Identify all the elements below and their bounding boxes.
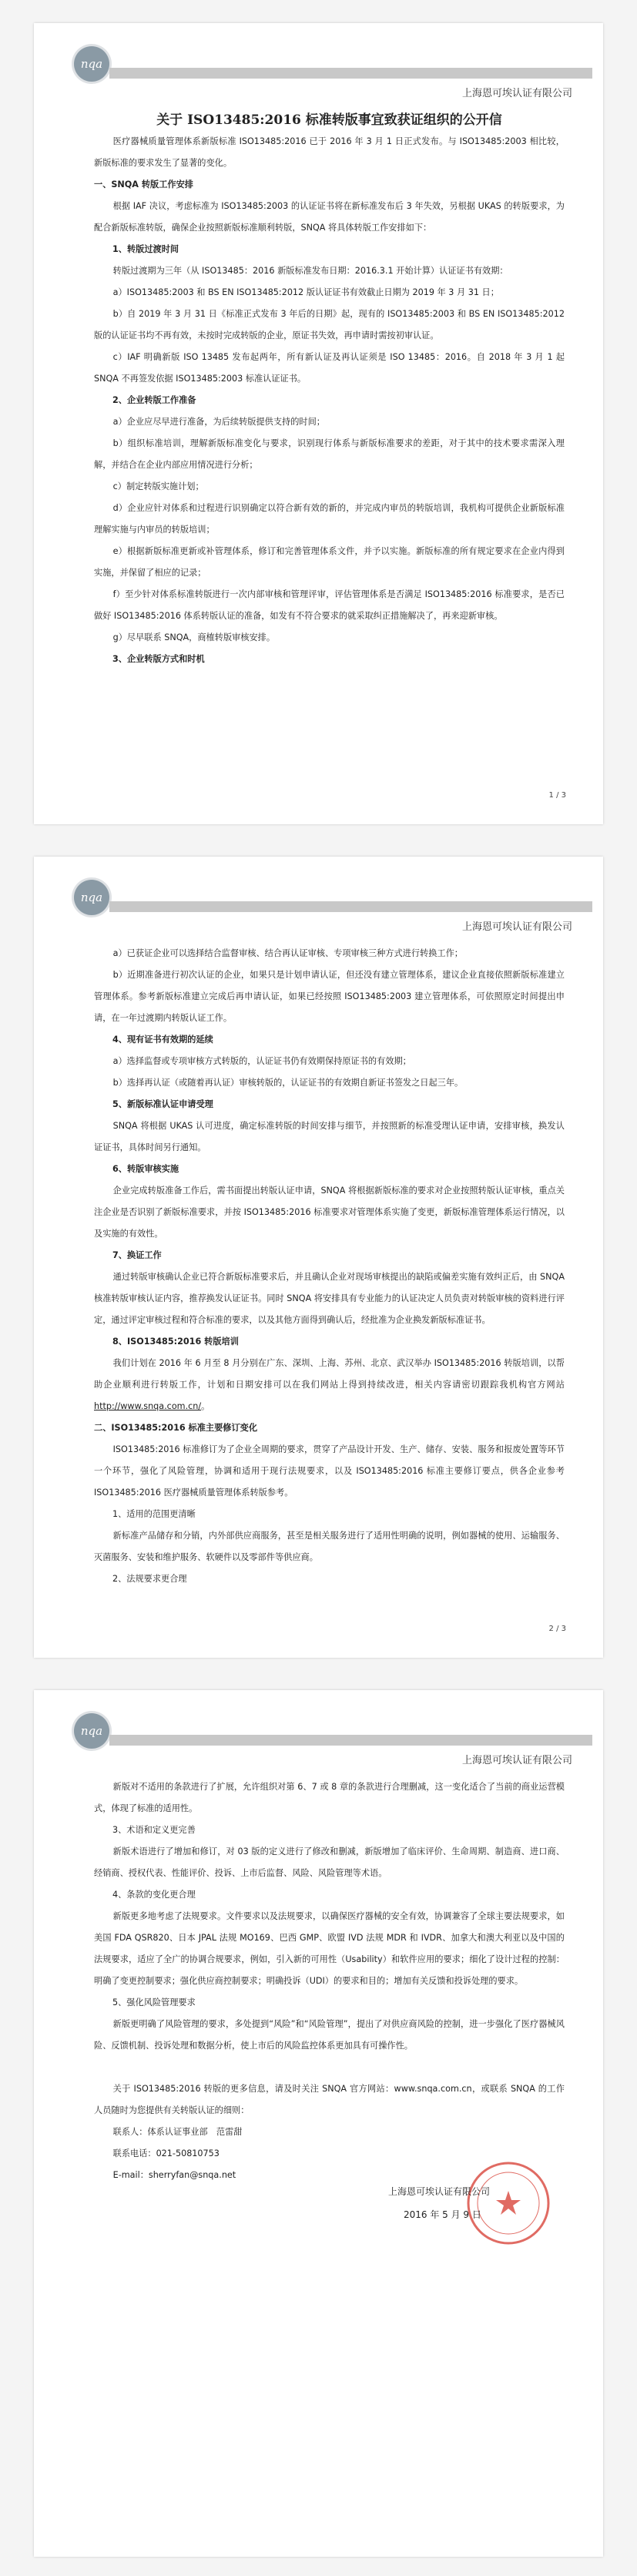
company-logo: nqa (74, 880, 109, 915)
subsection-1-item-b: b）自 2019 年 3 月 31 日《标准正式发布 3 年后的日期》起，现有的 ISO13485:2003 和 BS EN ISO13485:2012 版的认证证书均不再有效，未按时完成转版的企业，原证书失效，再申请时需按初审认证。 (94, 309, 565, 340)
page-3-body (94, 1776, 565, 2186)
company-logo: nqa (74, 46, 109, 82)
training-text: 我们计划在 2016 年 6 月至 8 月分别在广东、深圳、上海、苏州、北京、武汉举办 ISO13485:2016 转版培训，以帮助企业顺利进行转版工作，计划和日期安排可以在我们网站上得到持续改进，相关内容请密切跟踪我机构官方网站 (94, 1358, 565, 1390)
page-header (34, 1690, 603, 1749)
subsection-2-item-c: c）制定转版实施计划； (112, 481, 204, 491)
subsection-1-item-c: c）IAF 明确新版 ISO 13485 发布起两年，所有新认证及再认证须是 ISO 13485：2016。自 2018 年 3 月 1 起 SNQA 不再签发依据 ISO13485:2003 标准认证证书。 (94, 352, 565, 384)
change-3-paragraph: 新版术语进行了增加和修订，对 03 版的定义进行了修改和删减，新版增加了临床评价、生命周期、制造商、进口商、经销商、授权代表、性能评价、投诉、上市后监督、风险、风险管理等术语。 (94, 1846, 565, 1878)
change-1-heading: 1、适用的范围更清晰 (112, 1509, 196, 1519)
change-5-paragraph: 新版更明确了风险管理的要求，多处提到“风险”和“风险管理”，提出了对供应商风险的控制，进一步强化了医疗器械风险、反馈机制、投诉处理和数据分析，使上市后的风险监控体系更加具有可操作性。 (94, 2019, 565, 2051)
subsection-2-item-e: e）根据新版标准更新或补管理体系，修订和完善管理体系文件，并予以实施。新版标准的所有规定要求在企业内得到实施，并保留了相应的记录； (94, 546, 565, 578)
contact-intro: 关于 ISO13485:2016 转版的更多信息，请及时关注 SNQA 官方网站：www.snqa.com.cn，或联系 SNQA 的工作人员随时为您提供有关转版认证的细则： (94, 2084, 565, 2115)
subsection-4-item-a: a）选择监督或专项审核方式转版的，认证证书仍有效期保持原证书的有效期； (112, 1056, 411, 1066)
header-bar (109, 901, 592, 912)
change-2-heading: 2、法规要求更合理 (112, 1574, 187, 1584)
change-1-paragraph: 新标准产品储存和分销，内外部供应商服务，甚至是相关服务进行了适用性明确的说明，例如器械的使用、运输服务、灭菌服务、安装和维护服务、软硬件以及零部件等供应商。 (94, 1531, 565, 1562)
subsection-8-heading: 8、ISO13485:2016 转版培训 (112, 1337, 239, 1347)
signature-date: 2016 年 5 月 9 日 (404, 2209, 481, 2220)
header-bar (109, 1735, 592, 1746)
training-text-end: 。 (201, 1401, 210, 1411)
subsection-2-item-b: b）组织标准培训，理解新版标准变化与要求，识别现行体系与新版标准要求的差距，对于其中的技术要求需深入理解，并结合在企业内部应用情况进行分析； (94, 438, 565, 470)
page-number: 1 / 3 (548, 791, 566, 800)
change-4-paragraph: 新版更多地考虑了法规要求。文件要求以及法规要求，以确保医疗器械的安全有效，协调兼容了全球主要法规要求，如美国 FDA QSR820、日本 JPAL 法规 MO169、巴西 GMP、欧盟 IVD 法规 MDR 和 IVDR、加拿大和澳大利亚以及中国的法规要求，适应了全广的协调合规要求，例如，引入新的可用性（Usability）和软件应用的要求；细化了设计过程的控制：明确了变更控制要求；强化供应商控制要求；明确投诉（UDI）的要求和目的；增加有关反馈和投诉处理的要求。 (94, 1911, 565, 1986)
subsection-1-item-a: a）ISO13485:2003 和 BS EN ISO13485:2012 版认证证书有效截止日期为 2019 年 3 月 31 日； (112, 287, 499, 297)
section-2-heading: 二、ISO13485:2016 标准主要修订变化 (94, 1423, 258, 1433)
subsection-1-heading: 1、转版过渡时间 (112, 244, 179, 254)
header-bar (109, 68, 592, 79)
document-page-3 (34, 1690, 603, 2557)
page-header (34, 857, 603, 915)
website-link[interactable]: http://www.snqa.com.cn/ (94, 1401, 202, 1411)
subsection-7-paragraph: 通过转版审核确认企业已符合新版标准要求后，并且确认企业对现场审核提出的缺陷或偏差实施有效纠正后，由 SNQA 核准转版审核认证内容，推荐换发认证证书。同时 SNQA 将安排具有专业能力的认证决定人员负责对转版审核的资料进行评定，通过评定审核过程和符合标准的要求，以及其他方面得到确认后，经批准为企业换发新版标准证书。 (94, 1272, 565, 1325)
subsection-3-item-b: b）近期准备进行初次认证的企业，如果只是计划申请认证，但还没有建立管理体系，建议企业直接依照新版标准建立管理体系。参考新版标准建立完成后再申请认证，如果已经按照 ISO13485:2003 建立管理体系，可依照原定时间提出申请，在一年过渡期内转版认证工作。 (94, 970, 565, 1023)
subsection-4-heading: 4、现有证书有效期的延续 (112, 1035, 213, 1045)
contact-phone: 联系电话：021-50810753 (112, 2148, 220, 2158)
signature-block (388, 2180, 490, 2226)
change-5-heading: 5、强化风险管理要求 (112, 1997, 196, 2007)
page-1-body (94, 109, 565, 670)
section-1-paragraph: 根据 IAF 决议，考虑标准为 ISO13485:2003 的认证证书将在新标准发布后 3 年失效，另根据 UKAS 的转版要求，为配合新版标准转版，确保企业按照新版标准顺利转版，SNQA 将具体转版工作安排如下： (94, 201, 565, 233)
section-2-paragraph: ISO13485:2016 标准修订为了企业全周期的要求，贯穿了产品设计开发、生产、储存、安装、服务和报废处置等环节一个环节，强化了风险管理，协调和适用于现行法规要求，以及 ISO13485:2016 标准主要修订要点，供各企业参考 ISO13485:2016 医疗器械质量管理体系转版参考。 (94, 1444, 565, 1498)
document-title: 关于 ISO13485:2016 标准转版事宜致获证组织的公开信 (156, 112, 502, 128)
subsection-4-item-b: b）选择再认证（或随着再认证）审核转版的，认证证书的有效期自新证书签发之日起三年。 (112, 1078, 464, 1088)
header-company-name: 上海恩可埃认证有限公司 (461, 88, 572, 99)
page-number: 2 / 3 (548, 1625, 566, 1633)
subsection-2-item-f: f）至少针对体系标准转版进行一次内部审核和管理评审，评估管理体系是否满足 ISO13485:2016 标准要求，是否已做好 ISO13485:2016 体系转版认证的准备，如发有不符合要求的就采取纠正措施解决了，再来迎新审核。 (94, 589, 565, 621)
subsection-7-heading: 7、换证工作 (112, 1250, 162, 1260)
section-1-heading: 一、SNQA 转版工作安排 (94, 179, 193, 190)
subsection-8-paragraph (94, 1353, 565, 1417)
intro-paragraph: 医疗器械质量管理体系新版标准 ISO13485:2016 已于 2016 年 3 月 1 日正式发布。与 ISO13485:2003 相比较，新版标准的要求发生了显著的变化。 (94, 136, 565, 168)
subsection-2-item-a: a）企业应尽早进行准备，为后续转版提供支持的时间； (112, 417, 325, 427)
signature-company: 上海恩可埃认证有限公司 (388, 2186, 491, 2197)
subsection-2-item-d: d）企业应针对体系和过程进行识别确定以符合新有效的新的，并完成内审员的转版培训，我机构可提供企业新版标准理解实施与内审员的转版培训； (94, 503, 565, 535)
spacer (94, 2057, 565, 2078)
company-logo: nqa (74, 1713, 109, 1749)
header-company-name: 上海恩可埃认证有限公司 (461, 1755, 572, 1766)
subsection-5-heading: 5、新版标准认证申请受理 (112, 1099, 213, 1109)
subsection-6-paragraph: 企业完成转版准备工作后，需书面提出转版认证申请，SNQA 将根据新版标准的要求对企业按照转版认证审核，重点关注企业是否识别了新版标准要求，并按 ISO13485:2016 标准要求对管理体系实施了变更，新版标准管理体系运行情况，以及实施的有效性。 (94, 1186, 565, 1239)
change-2-paragraph: 新版对不适用的条款进行了扩展，允许组织对第 6、7 或 8 章的条款进行合理删减，这一变化适合了当前的商业运营模式，体现了标准的适用性。 (94, 1782, 565, 1813)
contact-person: 联系人：体系认证事业部 范雷甜 (112, 2127, 243, 2137)
page-header (34, 23, 603, 82)
contact-email: E-mail：sherryfan@snqa.net (112, 2170, 236, 2180)
change-4-heading: 4、条款的变化更合理 (112, 1890, 196, 1900)
subsection-6-heading: 6、转版审核实施 (112, 1164, 179, 1174)
subsection-3-item-a: a）已获证企业可以选择结合监督审核、结合再认证审核、专项审核三种方式进行转换工作； (112, 948, 463, 958)
subsection-2-heading: 2、企业转版工作准备 (112, 395, 196, 405)
subsection-2-item-g: g）尽早联系 SNQA，商榷转版审核安排。 (112, 632, 276, 642)
document-page-2 (34, 857, 603, 1658)
change-3-heading: 3、术语和定义更完善 (112, 1825, 196, 1835)
document-page-1 (34, 23, 603, 824)
subsection-1-paragraph: 转版过渡期为三年（从 ISO13485：2016 新版标准发布日期：2016.3.1 开始计算）认证证书有效期： (112, 266, 508, 276)
subsection-5-paragraph: SNQA 将根据 UKAS 认可进度，确定标准转版的时间安排与细节，并按照新的标准受理认证申请，安排审核，换发认证证书，具体时间另行通知。 (94, 1121, 565, 1152)
page-2-body (94, 943, 565, 1590)
header-company-name: 上海恩可埃认证有限公司 (461, 921, 572, 933)
subsection-3-heading: 3、企业转版方式和时机 (112, 654, 205, 664)
